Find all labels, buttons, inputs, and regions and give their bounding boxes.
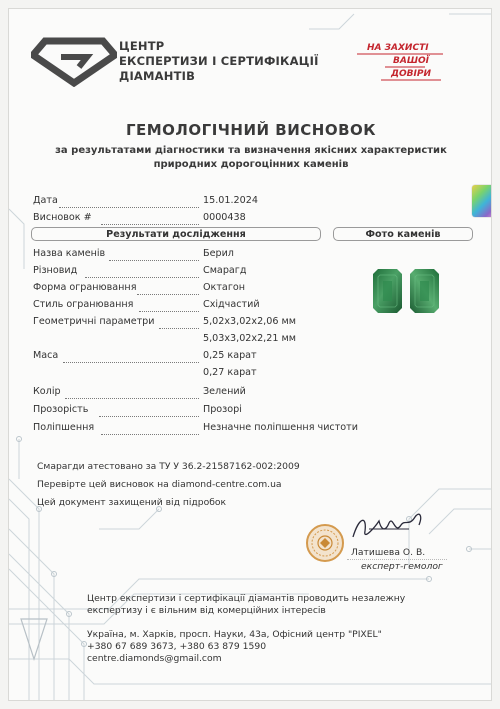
result-leader — [137, 284, 199, 295]
result-value: 0,27 карат — [203, 367, 257, 378]
certification-seal-icon — [305, 523, 345, 563]
subtitle-line-2: природних дорогоцінних каменів — [153, 159, 349, 170]
date-value: 15.01.2024 — [203, 195, 258, 206]
disclaimer-line-1: Центр експертизи і сертифікації діамантів проводить незалежну — [87, 593, 406, 604]
result-label: Колір — [33, 386, 61, 397]
result-value: Октагон — [203, 282, 245, 293]
number-label: Висновок # — [33, 212, 92, 223]
date-leader — [59, 197, 199, 208]
result-label: Поліпшення — [33, 422, 95, 433]
number-leader — [101, 214, 199, 225]
document-subtitle — [29, 144, 473, 172]
result-value: Зелений — [203, 386, 246, 397]
verify-note — [37, 479, 282, 490]
result-value: 5,03x3,02x2,21 мм — [203, 333, 296, 344]
result-label: Форма огранювання — [33, 282, 137, 293]
emerald-stone-1-icon — [373, 269, 402, 313]
footer-phones[interactable]: +380 67 689 3673, +380 63 879 1590 — [87, 641, 267, 652]
protection-note: Цей документ захищений від підробок — [37, 497, 227, 508]
result-value: 5,02x3,02x2,06 мм — [203, 316, 296, 327]
disclaimer-line-2: експертизу і є вільним від комерційних інтересів — [87, 605, 326, 616]
result-leader — [99, 406, 199, 417]
verify-prefix: Перевірте цей висновок на — [37, 479, 172, 490]
emerald-stone-2-icon — [410, 269, 439, 313]
result-value: Незначне поліпшення чистоти — [203, 422, 358, 433]
footer-contacts — [87, 629, 382, 665]
footer-address: Україна, м. Харків, просп. Науки, 43а, Офісний центр "PIXEL" — [87, 629, 382, 640]
attestation-note — [37, 461, 300, 472]
subtitle-line-1: за результатами діагностики та визначення якісних характеристик — [55, 145, 447, 156]
attestation-standard: ТУ У 36.2-21587162-002:2009 — [159, 461, 300, 472]
result-leader — [85, 267, 199, 278]
slogan-line-2: ВАШОЇ — [393, 56, 429, 66]
result-label: Стиль огранювання — [33, 299, 134, 310]
slogan-line-3: ДОВІРИ — [391, 69, 432, 79]
result-value: Смарагд — [203, 265, 247, 276]
number-value: 0000438 — [203, 212, 246, 223]
result-label: Маса — [33, 350, 59, 361]
footer-email[interactable]: centre.diamonds@gmail.com — [87, 653, 222, 664]
result-leader — [139, 301, 199, 312]
diamond-logo-icon — [31, 37, 117, 87]
result-label: Прозорість — [33, 404, 89, 415]
photo-header: Фото каменів — [333, 227, 473, 241]
org-line-1: ЦЕНТР — [119, 39, 165, 53]
verify-site-link[interactable]: diamond-centre.com.ua — [171, 479, 282, 490]
org-line-2: ЕКСПЕРТИЗИ І СЕРТИФІКАЦІЇ — [119, 54, 319, 68]
certificate-page — [8, 8, 492, 701]
footer-disclaimer — [87, 593, 405, 617]
result-label: Назва каменів — [33, 248, 106, 259]
result-leader — [63, 352, 199, 363]
attestation-prefix: Смарагди атестовано за — [37, 461, 160, 472]
result-leader — [65, 388, 199, 399]
result-leader — [101, 424, 199, 435]
hologram-sticker — [472, 185, 492, 217]
result-value: Східчастий — [203, 299, 260, 310]
slogan-line-1: НА ЗАХИСТІ — [367, 43, 429, 53]
org-line-3: ДІАМАНТІВ — [119, 69, 196, 83]
result-label: Різновид — [33, 265, 78, 276]
date-label: Дата — [33, 195, 58, 206]
result-value: Прозорі — [203, 404, 242, 415]
result-value: 0,25 карат — [203, 350, 257, 361]
organization-name — [119, 39, 319, 84]
result-leader — [159, 318, 199, 329]
document-title: ГЕМОЛОГІЧНИЙ ВИСНОВОК — [125, 121, 377, 139]
result-label: Геометричні параметри — [33, 316, 155, 327]
result-leader — [109, 250, 199, 261]
signatory-name: Латишева О. В. — [351, 547, 426, 558]
slogan-stamp — [355, 42, 447, 82]
signature-icon — [349, 507, 429, 545]
signatory-role: експерт-гемолог — [361, 561, 443, 572]
signature-line — [347, 549, 447, 560]
result-value: Берил — [203, 248, 234, 259]
results-header: Результати дослідження — [31, 227, 321, 241]
